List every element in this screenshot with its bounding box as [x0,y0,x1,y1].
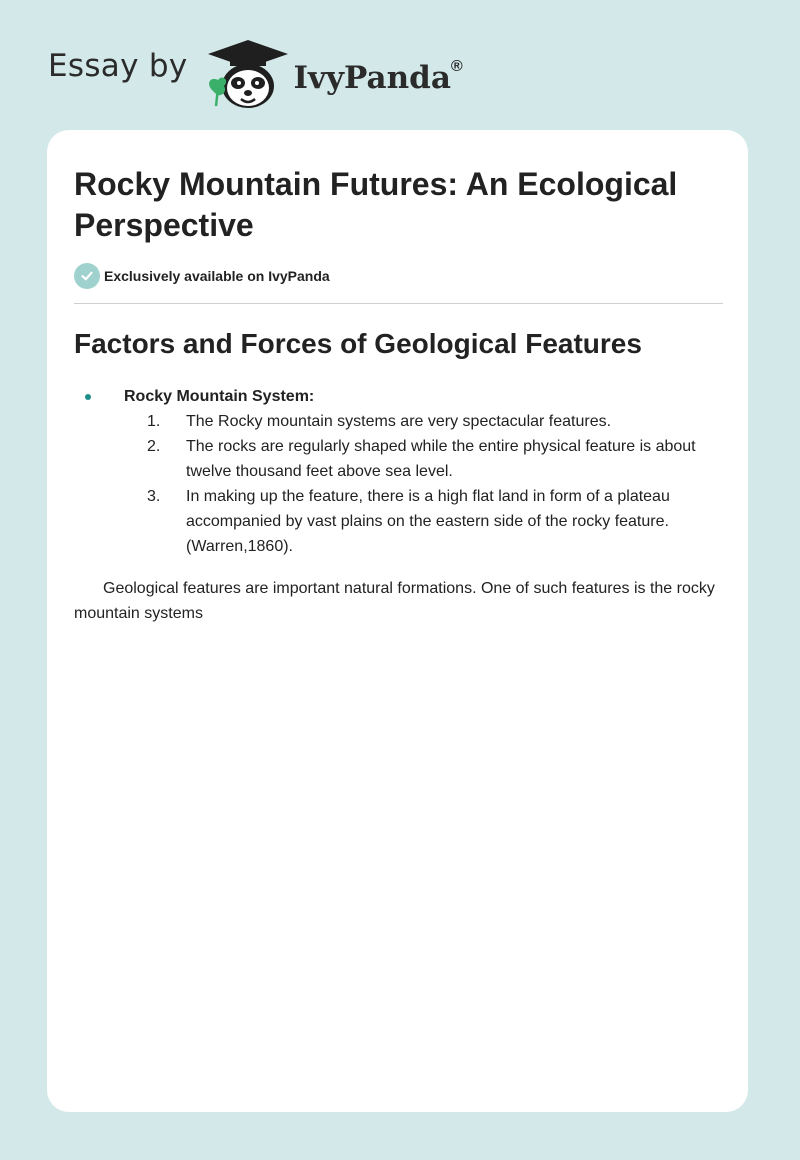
title-divider [74,303,723,304]
bullet-item [85,386,314,408]
exclusive-badge [74,263,330,289]
list-item [147,434,727,484]
brand-name [293,57,463,96]
check-circle-icon [74,263,100,289]
list-item-number: 3. [147,488,161,505]
list-item [147,484,727,559]
essay-card [47,130,748,1112]
bullet-label: Rocky Mountain System: [124,388,315,405]
list-item-number: 2. [147,438,161,455]
body-paragraph: Geological features are important natural formations. One of such features is the rocky mountain systems [74,580,715,622]
brand-prefix: Essay by [48,48,188,84]
list-item [147,409,727,434]
list-item-text: The Rocky mountain systems are very spectacular features. [186,413,612,430]
brand-header [48,34,463,114]
list-item-text: The rocks are regularly shaped while the entire physical feature is about twelve thousand feet above sea level. [186,438,696,480]
registered-mark: ® [450,57,463,75]
list-item-number: 1. [147,413,161,430]
section-heading: Factors and Forces of Geological Features [74,328,642,359]
list-item-text: In making up the feature, there is a high flat land in form of a plateau accompanied by vast plains on the eastern side of the rocky feature. (Warren,1860). [186,488,670,555]
exclusive-badge-label: Exclusively available on IvyPanda [104,268,330,284]
panda-logo-icon [204,36,292,112]
numbered-list [147,409,727,559]
essay-title: Rocky Mountain Futures: An Ecological Perspective [74,166,678,243]
brand-name-text: IvyPanda [293,60,451,96]
bullet-dot-icon [85,394,91,400]
